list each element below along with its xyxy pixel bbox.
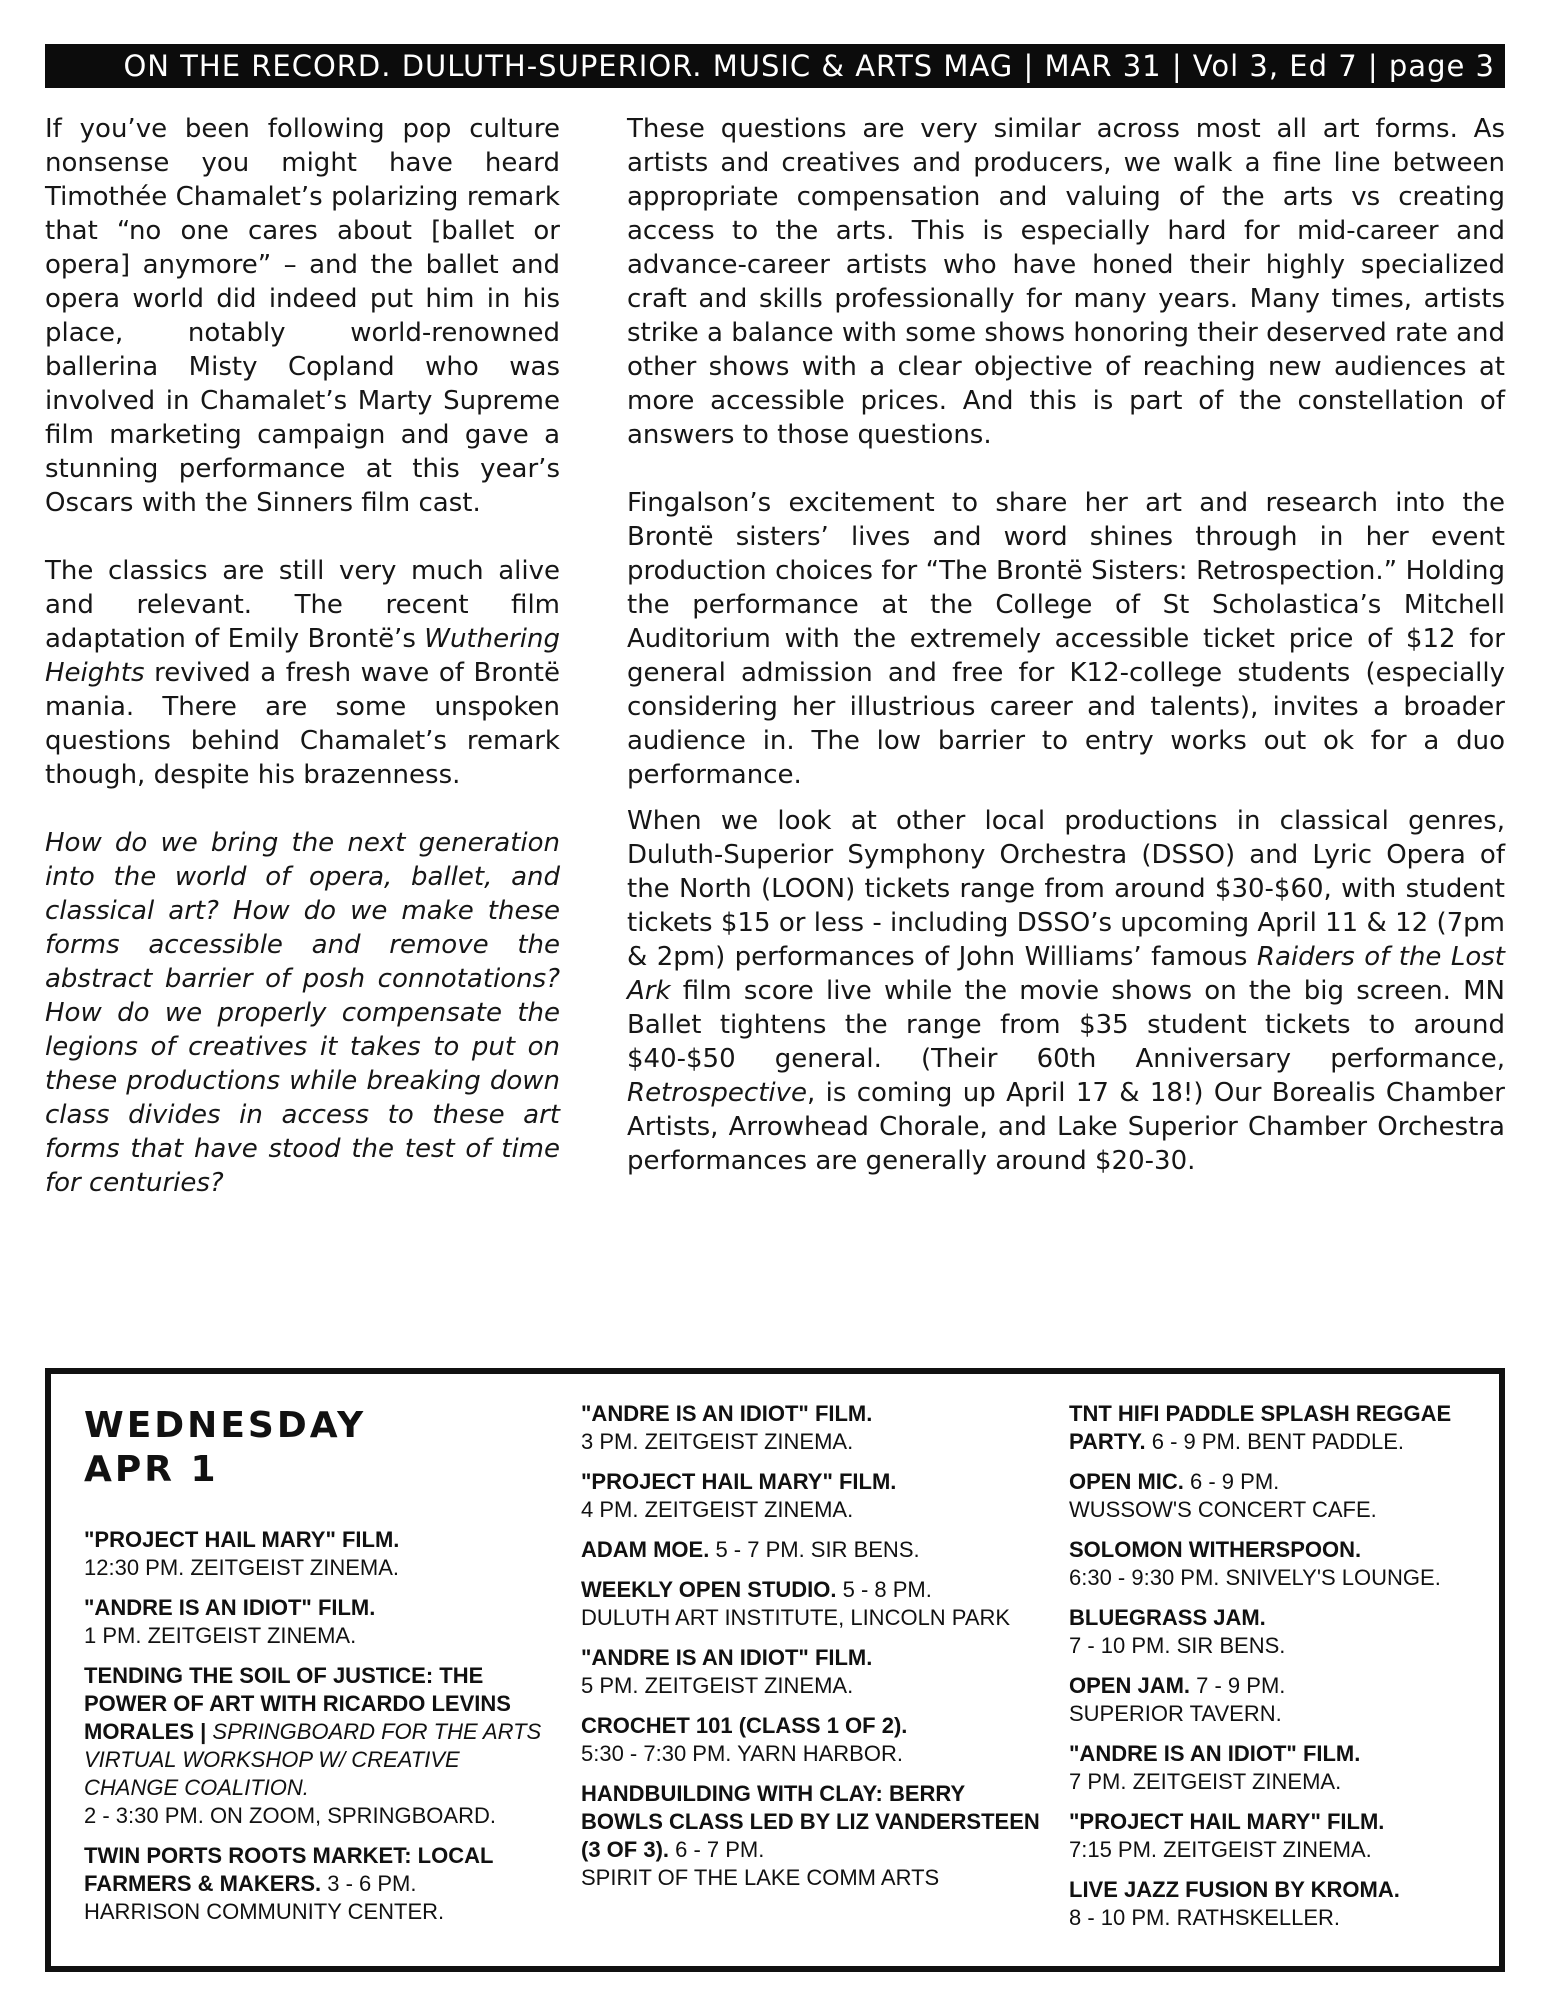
event-title: "PROJECT HAIL MARY" FILM. <box>84 1527 400 1552</box>
article-left-column <box>45 112 560 1200</box>
events-column-3 <box>1069 1400 1479 1944</box>
film-title: Raiders of the Lost Ark <box>627 942 1505 1006</box>
event-details: 7:15 PM. ZEITGEIST ZINEMA. <box>1069 1837 1372 1862</box>
event-details: SPIRIT OF THE LAKE COMM ARTS <box>581 1865 940 1890</box>
events-list <box>1069 1400 1479 1932</box>
event-title: OPEN JAM. <box>1069 1673 1191 1698</box>
event-time: 5 - 8 PM. <box>836 1577 932 1602</box>
event-title: OPEN MIC. <box>1069 1469 1184 1494</box>
event-details: 2 - 3:30 PM. ON ZOOM, SPRINGBOARD. <box>84 1803 496 1828</box>
event-item <box>1069 1536 1479 1592</box>
film-title: Wuthering Heights <box>45 624 560 688</box>
event-details: 5 PM. ZEITGEIST ZINEMA. <box>581 1673 854 1698</box>
event-details: WUSSOW'S CONCERT CAFE. <box>1069 1497 1377 1522</box>
event-item <box>581 1712 1051 1768</box>
event-item <box>1069 1604 1479 1660</box>
events-listing-box <box>45 1368 1505 1972</box>
event-details: 1 PM. ZEITGEIST ZINEMA. <box>84 1623 357 1648</box>
text-run: film score live while the movie shows on the big screen. MN Ballet tightens the range from $35 student tickets to around $40-$50 general. (Their 60th Anniversary performance, <box>627 976 1505 1074</box>
event-title: WEEKLY OPEN STUDIO. <box>581 1577 837 1602</box>
article-paragraph: These questions are very similar across most all art forms. As artists and creatives and producers, we walk a fine line between appropriate compensation and valuing of the arts vs creating access to the arts. This is especially hard for mid-career and advance-career artists who have honed their highly specialized craft and skills professionally for many years. Many times, artists strike a balance with some shows honoring their deserved rate and other shows with a clear objective of reaching new audiences at more accessible prices. And this is part of the constellation of answers to those questions. <box>627 114 1505 450</box>
event-item <box>84 1662 554 1830</box>
article-questions: How do we bring the next generation into the world of opera, ballet, and classical art? How do we make these forms accessible and remove the abstract barrier of posh connotations? How do we properly compensate the legions of creatives it takes to put on these productions while breaking down class divides in access to these art forms that have stood the test of time for centuries? <box>45 828 560 1198</box>
event-title: ADAM MOE. <box>581 1537 710 1562</box>
event-title: "PROJECT HAIL MARY" FILM. <box>581 1469 897 1494</box>
event-item <box>1069 1672 1479 1728</box>
page-header: ON THE RECORD. DULUTH-SUPERIOR. MUSIC & ARTS MAG | MAR 31 | Vol 3, Ed 7 | page 3 <box>45 44 1505 88</box>
event-details: 8 - 10 PM. RATHSKELLER. <box>1069 1905 1341 1930</box>
event-item <box>84 1842 554 1926</box>
event-details: 7 - 10 PM. SIR BENS. <box>1069 1633 1286 1658</box>
event-details: HARRISON COMMUNITY CENTER. <box>84 1899 445 1924</box>
event-details: DULUTH ART INSTITUTE, LINCOLN PARK <box>581 1605 1011 1630</box>
article-paragraph: Fingalson’s excitement to share her art and research into the Brontë sisters’ lives and word shines through in her event production choices for “The Brontë Sisters: Retrospection.” Holding the performance at the College of St Scholastica’s Mitchell Auditorium with the extremely accessible ticket price of $12 for general admission and free for K12-college students (especially considering her illustrious career and talents), invites a broader audience in. The low barrier to entry works out ok for a duo performance. <box>627 488 1505 790</box>
article-paragraph: If you’ve been following pop culture nonsense you might have heard Timothée Chamalet’s polarizing remark that “no one cares about [ballet or opera] anymore” – and the ballet and opera world did indeed put him in his place, notably world-renowned ballerina Misty Copland who was involved in Chamalet’s Marty Supreme film marketing campaign and gave a stunning performance at this year’s Oscars with the Sinners film cast. <box>45 114 560 518</box>
event-item <box>1069 1808 1479 1864</box>
event-note: SPRINGBOARD FOR THE ARTS VIRTUAL WORKSHOP W/ CREATIVE CHANGE COALITION. <box>84 1719 542 1800</box>
day-name: WEDNESDAY <box>84 1405 367 1446</box>
event-title: SOLOMON WITHERSPOON. <box>1069 1537 1362 1562</box>
event-item <box>1069 1400 1479 1456</box>
event-title: HANDBUILDING WITH CLAY: BERRY BOWLS CLASS LED BY LIZ VANDERSTEEN (3 OF 3). <box>581 1781 1040 1862</box>
event-item <box>1069 1876 1479 1932</box>
text-run: , is coming up April 17 & 18!) Our Borealis Chamber Artists, Arrowhead Chorale, and Lake Superior Chamber Orchestra performances are generally around $20-30. <box>627 1078 1505 1176</box>
events-list <box>581 1400 1051 1892</box>
day-heading <box>84 1404 554 1492</box>
event-time: 7 - 9 PM. <box>1190 1673 1286 1698</box>
article-paragraph <box>45 554 560 792</box>
event-item <box>581 1780 1051 1892</box>
article-paragraph <box>627 804 1505 1178</box>
event-title: CROCHET 101 (CLASS 1 OF 2). <box>581 1713 908 1738</box>
event-item <box>84 1594 554 1650</box>
event-time: 6 - 9 PM. BENT PADDLE. <box>1145 1429 1404 1454</box>
article-right-column <box>627 112 1505 1178</box>
event-time: 5 - 7 PM. SIR BENS. <box>709 1537 920 1562</box>
event-details: 12:30 PM. ZEITGEIST ZINEMA. <box>84 1555 400 1580</box>
event-item <box>581 1576 1051 1632</box>
event-item <box>581 1536 1051 1564</box>
event-title: TENDING THE SOIL OF JUSTICE: THE POWER OF ART WITH RICARDO LEVINS MORALES | <box>84 1663 511 1744</box>
event-details: 5:30 - 7:30 PM. YARN HARBOR. <box>581 1741 903 1766</box>
day-date: APR 1 <box>84 1449 219 1490</box>
event-time: 6 - 9 PM. <box>1183 1469 1280 1494</box>
event-details: 3 PM. ZEITGEIST ZINEMA. <box>581 1429 854 1454</box>
event-title: LIVE JAZZ FUSION BY KROMA. <box>1069 1877 1400 1902</box>
text-run: When we look at other local productions in classical genres, Duluth-Superior Symphony Orchestra (DSSO) and Lyric Opera of the North (LOON) tickets range from around $30-$60, with student tickets $15 or less - including DSSO’s upcoming April 11 & 12 (7pm & 2pm) performances of John Williams’ famous <box>627 806 1505 972</box>
event-item <box>1069 1740 1479 1796</box>
event-item <box>581 1400 1051 1456</box>
event-details: 4 PM. ZEITGEIST ZINEMA. <box>581 1497 854 1522</box>
event-title: TWIN PORTS ROOTS MARKET: LOCAL FARMERS & MAKERS. <box>84 1843 494 1896</box>
event-title: "PROJECT HAIL MARY" FILM. <box>1069 1809 1385 1834</box>
event-item <box>581 1644 1051 1700</box>
event-title: TNT HIFI PADDLE SPLASH REGGAE PARTY. <box>1069 1401 1452 1454</box>
event-details: 6:30 - 9:30 PM. SNIVELY'S LOUNGE. <box>1069 1565 1441 1590</box>
event-title: BLUEGRASS JAM. <box>1069 1605 1266 1630</box>
event-title: "ANDRE IS AN IDIOT" FILM. <box>84 1595 376 1620</box>
event-time: 6 - 7 PM. <box>669 1837 765 1862</box>
text-run: The classics are still very much alive and relevant. The recent film adaptation of Emily Brontë’s <box>45 556 560 654</box>
event-item <box>84 1526 554 1582</box>
event-title: "ANDRE IS AN IDIOT" FILM. <box>581 1645 873 1670</box>
event-details: 7 PM. ZEITGEIST ZINEMA. <box>1069 1769 1342 1794</box>
event-time: 3 - 6 PM. <box>321 1871 417 1896</box>
events-column-1 <box>84 1404 554 1938</box>
show-title: Retrospective <box>627 1078 807 1108</box>
text-run: revived a fresh wave of Brontë mania. There are some unspoken questions behind Chamalet’s remark though, despite his brazenness. <box>45 658 560 790</box>
event-item <box>581 1468 1051 1524</box>
event-item <box>1069 1468 1479 1524</box>
event-title: "ANDRE IS AN IDIOT" FILM. <box>1069 1741 1361 1766</box>
events-column-2 <box>581 1400 1051 1904</box>
event-details: SUPERIOR TAVERN. <box>1069 1701 1282 1726</box>
events-list <box>84 1526 554 1926</box>
event-title: "ANDRE IS AN IDIOT" FILM. <box>581 1401 873 1426</box>
